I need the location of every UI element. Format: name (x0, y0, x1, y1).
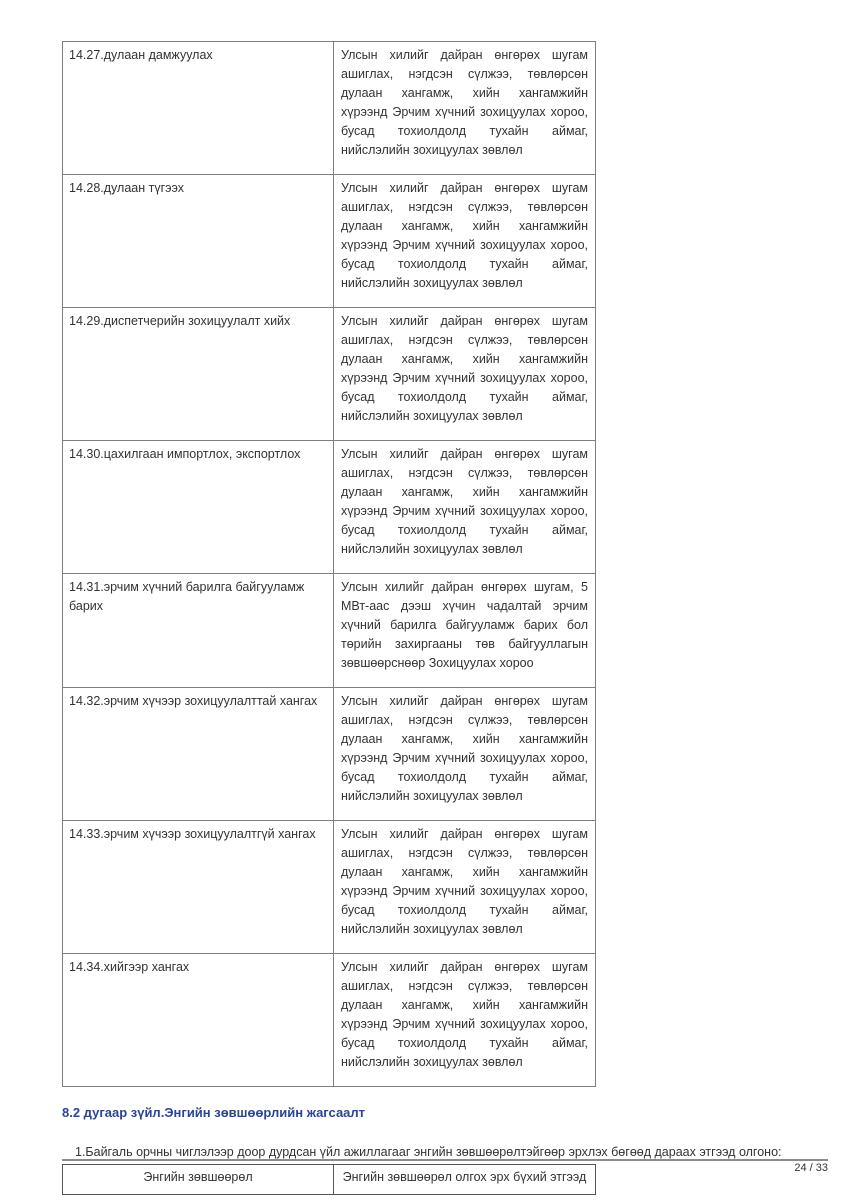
document-page (62, 0, 828, 1195)
permit-authority-cell: Улсын хилийг дайран өнгөрөх шугам, 5 МВт-аас дээш хүчин чадалтай эрчим хүчний барилга байгууламж барих бол төрийн захиргааны төв байгууллагын зөвшөөрснөөр Зохицуулах хороо (334, 574, 596, 688)
permit-item-cell: 14.29.диспетчерийн зохицуулалт хийх (63, 308, 334, 441)
table-row (63, 441, 596, 574)
header-cell-permit: Энгийн зөвшөөрөл (63, 1165, 334, 1195)
permit-item-cell: 14.28.дулаан түгээх (63, 175, 334, 308)
table-row (63, 821, 596, 954)
permit-table (62, 41, 596, 1087)
table-row (63, 688, 596, 821)
permit-authority-cell: Улсын хилийг дайран өнгөрөх шугам ашиглах, нэгдсэн сүлжээ, төвлөрсөн дулаан хангамж, хийн хангамжийн хүрээнд Эрчим хүчний зохицуулах хороо, бусад тохиолдолд тухайн аймаг, нийслэлийн зохицуулах зөвлөл (334, 441, 596, 574)
permit-item-cell: 14.31.эрчим хүчний барилга байгууламж барих (63, 574, 334, 688)
permit-authority-cell: Улсын хилийг дайран өнгөрөх шугам ашиглах, нэгдсэн сүлжээ, төвлөрсөн дулаан хангамж, хийн хангамжийн хүрээнд Эрчим хүчний зохицуулах хороо, бусад тохиолдолд тухайн аймаг, нийслэлийн зохицуулах зөвлөл (334, 688, 596, 821)
intro-paragraph: 1.Байгаль орчны чиглэлээр доор дурдсан үйл ажиллагааг энгийн зөвшөөрөлтэйгөөр эрхлэх бөгөөд дараах этгээд олгоно: (75, 1145, 782, 1159)
permit-item-cell: 14.34.хийгээр хангах (63, 954, 334, 1087)
table-row (63, 42, 596, 175)
table-row (63, 954, 596, 1087)
permit-authority-cell: Улсын хилийг дайран өнгөрөх шугам ашиглах, нэгдсэн сүлжээ, төвлөрсөн дулаан хангамж, хийн хангамжийн хүрээнд Эрчим хүчний зохицуулах хороо, бусад тохиолдолд тухайн аймаг, нийслэлийн зохицуулах зөвлөл (334, 821, 596, 954)
footer-rule (62, 1159, 828, 1161)
table-row (63, 574, 596, 688)
section-heading: 8.2 дугаар зүйл.Энгийн зөвшөөрлийн жагсаалт (62, 1105, 366, 1120)
permit-authority-cell: Улсын хилийг дайран өнгөрөх шугам ашиглах, нэгдсэн сүлжээ, төвлөрсөн дулаан хангамж, хийн хангамжийн хүрээнд Эрчим хүчний зохицуулах хороо, бусад тохиолдолд тухайн аймаг, нийслэлийн зохицуулах зөвлөл (334, 954, 596, 1087)
header-cell-authority: Энгийн зөвшөөрөл олгох эрх бүхий этгээд (334, 1165, 596, 1195)
permit-item-cell: 14.27.дулаан дамжуулах (63, 42, 334, 175)
permit-item-cell: 14.33.эрчим хүчээр зохицуулалтгүй хангах (63, 821, 334, 954)
page-number: 24 / 33 (794, 1162, 828, 1174)
permit-authority-cell: Улсын хилийг дайран өнгөрөх шугам ашиглах, нэгдсэн сүлжээ, төвлөрсөн дулаан хангамж, хийн хангамжийн хүрээнд Эрчим хүчний зохицуулах хороо, бусад тохиолдолд тухайн аймаг, нийслэлийн зохицуулах зөвлөл (334, 42, 596, 175)
permit-item-cell: 14.32.эрчим хүчээр зохицуулалттай хангах (63, 688, 334, 821)
permit-authority-cell: Улсын хилийг дайран өнгөрөх шугам ашиглах, нэгдсэн сүлжээ, төвлөрсөн дулаан хангамж, хийн хангамжийн хүрээнд Эрчим хүчний зохицуулах хороо, бусад тохиолдолд тухайн аймаг, нийслэлийн зохицуулах зөвлөл (334, 308, 596, 441)
permit-authority-cell: Улсын хилийг дайран өнгөрөх шугам ашиглах, нэгдсэн сүлжээ, төвлөрсөн дулаан хангамж, хийн хангамжийн хүрээнд Эрчим хүчний зохицуулах хороо, бусад тохиолдолд тухайн аймаг, нийслэлийн зохицуулах зөвлөл (334, 175, 596, 308)
table-row (63, 175, 596, 308)
permit-item-cell: 14.30.цахилгаан импортлох, экспортлох (63, 441, 334, 574)
table-row (63, 308, 596, 441)
